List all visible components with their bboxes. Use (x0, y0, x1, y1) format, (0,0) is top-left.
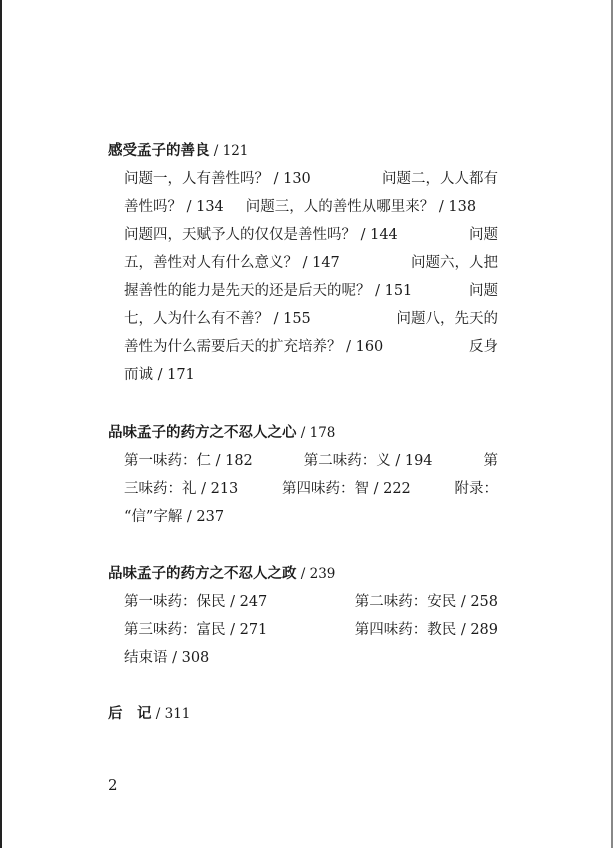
toc-line (124, 447, 498, 475)
toc-entries (124, 588, 498, 672)
toc-entry: 反身 (469, 339, 498, 355)
toc-entry: 问题六，人把 (411, 255, 498, 271)
page-number: 2 (108, 776, 118, 794)
section-page: / 178 (296, 425, 336, 441)
toc-entry: 第 (483, 453, 498, 469)
toc-entry: 问题三，人的善性从哪里来？ / 138 (245, 199, 477, 215)
toc-entry: 七，人为什么有不善？ / 155 (124, 311, 311, 327)
section-title: 品味孟子的药方之不忍人之心 (108, 424, 297, 441)
toc-line (124, 503, 498, 531)
toc-heading (108, 564, 498, 584)
toc-entry: 握善性的能力是先天的还是后天的呢？ / 151 (124, 283, 413, 299)
toc-entry: 问题 (469, 227, 498, 243)
toc-line (124, 221, 498, 249)
toc-line (124, 165, 498, 193)
toc-entry: 而诚 / 171 (124, 367, 195, 383)
toc-entry: “信”字解 / 237 (124, 509, 225, 525)
toc-entry: 善性为什么需要后天的扩充培养？ / 160 (124, 339, 384, 355)
toc-line (124, 644, 498, 672)
toc-line (124, 305, 498, 333)
page-edge-left (0, 0, 2, 848)
toc-line (124, 616, 498, 644)
toc-section-2 (108, 423, 498, 531)
toc-line (124, 193, 498, 221)
toc-entry: 善性吗？ / 134 (124, 199, 224, 215)
toc-entry: 第一味药：保民 / 247 (124, 594, 268, 610)
toc-entry: 第一味药：仁 / 182 (124, 453, 253, 469)
toc-entry: 问题八，先天的 (396, 311, 498, 327)
toc-section-1 (108, 141, 498, 389)
toc-entry: 第四味药：智 / 222 (282, 481, 411, 497)
toc-entry: 三味药：礼 / 213 (124, 481, 239, 497)
toc-entry: 问题 (469, 283, 498, 299)
toc-section-4 (108, 704, 498, 724)
toc-entries (124, 447, 498, 531)
toc-heading (108, 141, 498, 161)
toc-section-3 (108, 564, 498, 672)
section-page: / 239 (296, 566, 336, 582)
toc-line (124, 588, 498, 616)
toc-entry: 问题一，人有善性吗？ / 130 (124, 171, 311, 187)
toc-line (124, 475, 498, 503)
toc-entry: 第四味药：教民 / 289 (354, 622, 498, 638)
toc-heading (108, 704, 498, 724)
toc-entry: 五，善性对人有什么意义？ / 147 (124, 255, 340, 271)
toc-line (124, 333, 498, 361)
toc-line (124, 361, 498, 389)
toc-heading (108, 423, 498, 443)
toc-line (124, 249, 498, 277)
toc-entry: 问题二，人人都有 (382, 171, 498, 187)
toc-entry: 结束语 / 308 (124, 650, 210, 666)
toc-entries (124, 165, 498, 389)
toc-entry: 第二味药：安民 / 258 (354, 594, 498, 610)
section-title: 感受孟子的善良 (108, 142, 210, 159)
toc-entry: 第三味药：富民 / 271 (124, 622, 268, 638)
toc-entry: 附录： (454, 481, 498, 497)
toc-line (124, 277, 498, 305)
section-title: 后 记 (108, 705, 152, 722)
section-page: / 121 (209, 143, 249, 159)
toc-entry: 第二味药：义 / 194 (303, 453, 433, 469)
section-page: / 311 (151, 706, 191, 722)
section-title: 品味孟子的药方之不忍人之政 (108, 565, 297, 582)
toc-entry: 问题四，天赋予人的仅仅是善性吗？ / 144 (124, 227, 398, 243)
